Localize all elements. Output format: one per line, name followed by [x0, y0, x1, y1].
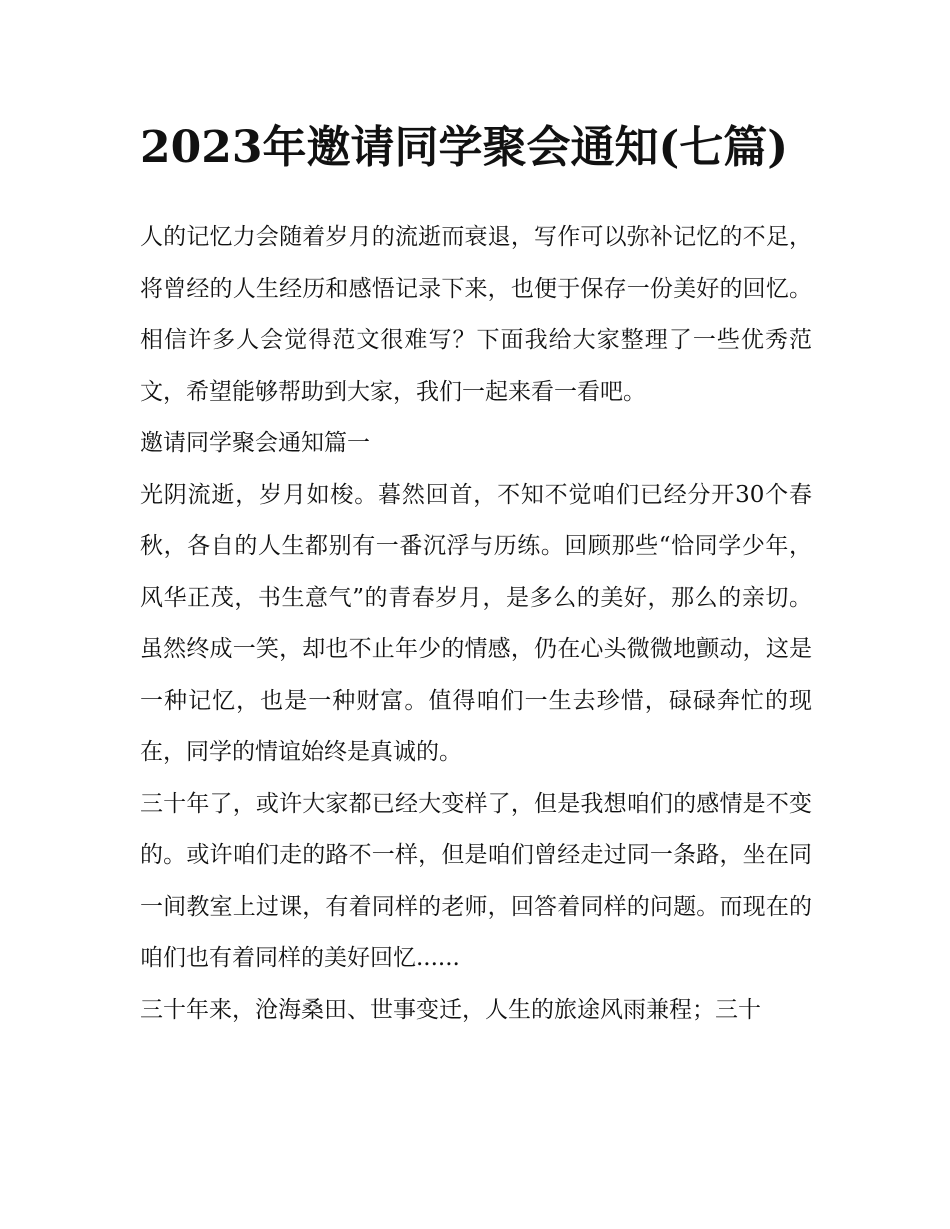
section-heading: 邀请同学聚会通知篇一: [140, 430, 370, 456]
body-paragraph-1: 光阴流逝，岁月如梭。暮然回首，不知不觉咱们已经分开30个春秋，各自的人生都别有一番沉浮与历练。回顾那些“恰同学少年，风华正茂，书生意气”的青春岁月，是多么的美好，那么的亲切。虽然终成一笑，却也不止年少的情感，仍在心头微微地颤动，这是一种记忆，也是一种财富。值得咱们一生去珍惜，碌碌奔忙的现在，同学的情谊始终是真诚的。: [140, 481, 812, 765]
intro-paragraph: 人的记忆力会随着岁月的流逝而衰退，写作可以弥补记忆的不足，将曾经的人生经历和感悟记录下来，也便于保存一份美好的回忆。相信许多人会觉得范文很难写？下面我给大家整理了一些优秀范文，希望能够帮助到大家，我们一起来看一看吧。: [140, 224, 812, 405]
body-paragraph-2: 三十年了，或许大家都已经大变样了，但是我想咱们的感情是不变的。或许咱们走的路不一样，但是咱们曾经走过同一条路，坐在同一间教室上过课，有着同样的老师，回答着同样的问题。而现在的咱们也有着同样的美好回忆......: [140, 790, 812, 971]
document-title: 2023年邀请同学聚会通知(七篇): [140, 122, 789, 173]
body-paragraph-3: 三十年来，沧海桑田、世事变迁，人生的旅途风雨兼程；三十: [140, 996, 761, 1023]
document-body: [140, 212, 812, 1036]
document-page: [140, 110, 812, 1036]
